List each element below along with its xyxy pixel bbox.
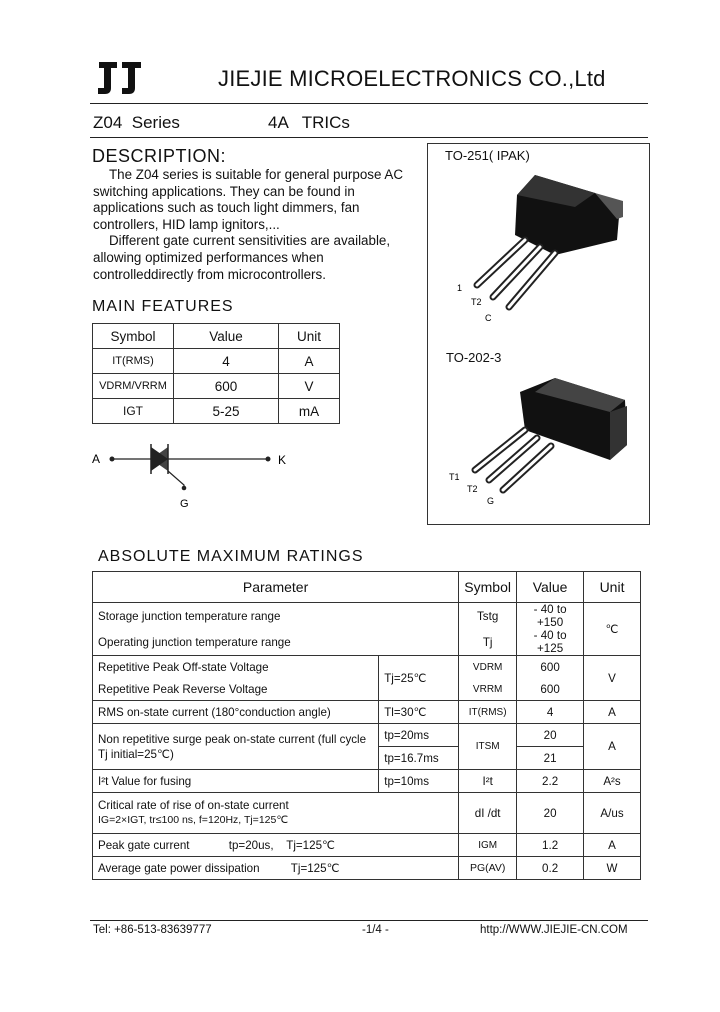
main-features-table [92, 323, 340, 424]
cathode-label: K [278, 453, 287, 467]
header-value: Value [517, 572, 584, 603]
header-symbol: Symbol [459, 572, 517, 603]
table-row [93, 399, 340, 424]
table-row [93, 374, 340, 399]
value-cell: - 40 to +150 [517, 603, 584, 630]
company-logo [95, 60, 145, 96]
main-features-title: MAIN FEATURES [92, 298, 234, 315]
symbol-cell: VDRM/VRRM [93, 374, 174, 399]
param-cell: Repetitive Peak Off-state Voltage [93, 656, 379, 679]
gate-label: G [180, 498, 189, 510]
param-cell: Repetitive Peak Reverse Voltage [93, 678, 379, 701]
symbol-cell: I²t [459, 770, 517, 793]
table-row [93, 834, 641, 857]
condition-text: tp=20us, Tj=125℃ [228, 839, 336, 852]
value-cell: 1.2 [517, 834, 584, 857]
pin-label: T2 [467, 484, 478, 494]
condition-cell: tp=20ms [379, 724, 459, 747]
header-unit: Unit [584, 572, 641, 603]
param-cell [93, 834, 459, 857]
param-cell: Storage junction temperature range [93, 603, 459, 630]
value-cell: 4 [174, 349, 279, 374]
table-header-row [93, 324, 340, 349]
ratings-table [92, 571, 641, 880]
condition-cell: tp=10ms [379, 770, 459, 793]
value-cell: 20 [517, 793, 584, 834]
table-row [93, 603, 641, 630]
pin-label: T2 [471, 297, 482, 307]
pin-label: G [487, 496, 495, 506]
package-to251-label: TO-251( IPAK) [445, 148, 530, 163]
value-cell: 600 [517, 656, 584, 679]
table-row [93, 349, 340, 374]
param-text: Average gate power dissipation [98, 862, 260, 875]
table-row [93, 656, 641, 679]
value-cell: 600 [517, 678, 584, 701]
symbol-cell: PG(AV) [459, 857, 517, 880]
condition-text: Tj=125℃ [290, 862, 340, 875]
symbol-cell: IT(RMS) [93, 349, 174, 374]
unit-cell: V [584, 656, 641, 701]
value-cell: 20 [517, 724, 584, 747]
footer-page-number: -1/4 - [362, 924, 389, 936]
unit-cell: A/us [584, 793, 641, 834]
symbol-cell: dI /dt [459, 793, 517, 834]
header-unit: Unit [279, 324, 340, 349]
table-row [93, 770, 641, 793]
symbol-cell: VDRM [459, 656, 517, 679]
symbol-cell: VRRM [459, 678, 517, 701]
param-cell: RMS on-state current (180°conduction angle) [93, 701, 379, 724]
header-parameter: Parameter [93, 572, 459, 603]
unit-cell: W [584, 857, 641, 880]
value-cell: - 40 to +125 [517, 629, 584, 656]
unit-cell: A [584, 701, 641, 724]
param-cell: I²t Value for fusing [93, 770, 379, 793]
ratings-title: ABSOLUTE MAXIMUM RATINGS [98, 548, 364, 565]
symbol-cell: ITSM [459, 724, 517, 770]
param-text: Peak gate current [98, 839, 190, 852]
header-rule [90, 103, 648, 104]
to202-package-drawing [445, 370, 635, 515]
package-to202-label: TO-202-3 [446, 350, 502, 365]
table-row [93, 629, 641, 656]
table-row [93, 701, 641, 724]
param-cell [93, 857, 459, 880]
description-text [93, 167, 423, 283]
unit-cell: A [584, 834, 641, 857]
header-symbol: Symbol [93, 324, 174, 349]
condition-cell: Tl=30℃ [379, 701, 459, 724]
to251-package-drawing [445, 165, 635, 330]
triac-symbol-diagram [88, 440, 298, 515]
footer-telephone: Tel: +86-513-83639777 [93, 924, 212, 936]
series-name: Z04 Series [93, 113, 180, 132]
title-rule [90, 137, 648, 138]
unit-cell: A [584, 724, 641, 770]
header-value: Value [174, 324, 279, 349]
value-cell: 600 [174, 374, 279, 399]
condition-cell: tp=16.7ms [379, 747, 459, 770]
condition-cell: Tj=25℃ [379, 656, 459, 701]
symbol-cell: IGM [459, 834, 517, 857]
table-row [93, 793, 641, 834]
footer-website-link[interactable]: http://WWW.JIEJIE-CN.COM [480, 924, 628, 936]
unit-cell: A [279, 349, 340, 374]
value-cell: 21 [517, 747, 584, 770]
unit-cell: A²s [584, 770, 641, 793]
pin-label: 1 [457, 283, 463, 293]
unit-cell: mA [279, 399, 340, 424]
param-line-1: Critical rate of rise of on-state current [98, 799, 289, 812]
table-row [93, 724, 641, 747]
value-cell: 5-25 [174, 399, 279, 424]
value-cell: 2.2 [517, 770, 584, 793]
table-header-row [93, 572, 641, 603]
unit-cell: ℃ [584, 603, 641, 656]
value-cell: 0.2 [517, 857, 584, 880]
anode-label: A [92, 452, 101, 466]
value-cell: 4 [517, 701, 584, 724]
param-cell [93, 793, 459, 834]
table-row [93, 857, 641, 880]
symbol-cell: Tstg [459, 603, 517, 630]
company-name: JIEJIE MICROELECTRONICS CO.,Ltd [218, 66, 606, 91]
unit-cell: V [279, 374, 340, 399]
description-paragraph-2: Different gate current sensitivities are available, allowing optimized performances when controlleddirectly from microcontrollers. [93, 233, 391, 282]
table-row [93, 678, 641, 701]
description-paragraph-1: The Z04 series is suitable for general purpose AC switching applications. They can be found in applications such as touch light dimmers, fan controllers, HID lamp ignitors,... [93, 167, 404, 232]
pin-label: C [485, 313, 492, 323]
param-line-2: IG=2×IGT, tr≤100 ns, f=120Hz, Tj=125℃ [98, 814, 289, 826]
param-cell: Non repetitive surge peak on-state current (full cycle Tj initial=25℃) [93, 724, 379, 770]
product-type: 4A TRICs [268, 113, 350, 132]
symbol-cell: IGT [93, 399, 174, 424]
footer-rule [90, 920, 648, 921]
symbol-cell: IT(RMS) [459, 701, 517, 724]
param-cell: Operating junction temperature range [93, 629, 459, 656]
symbol-cell: Tj [459, 629, 517, 656]
description-title: DESCRIPTION: [92, 146, 227, 166]
pin-label: T1 [449, 472, 460, 482]
